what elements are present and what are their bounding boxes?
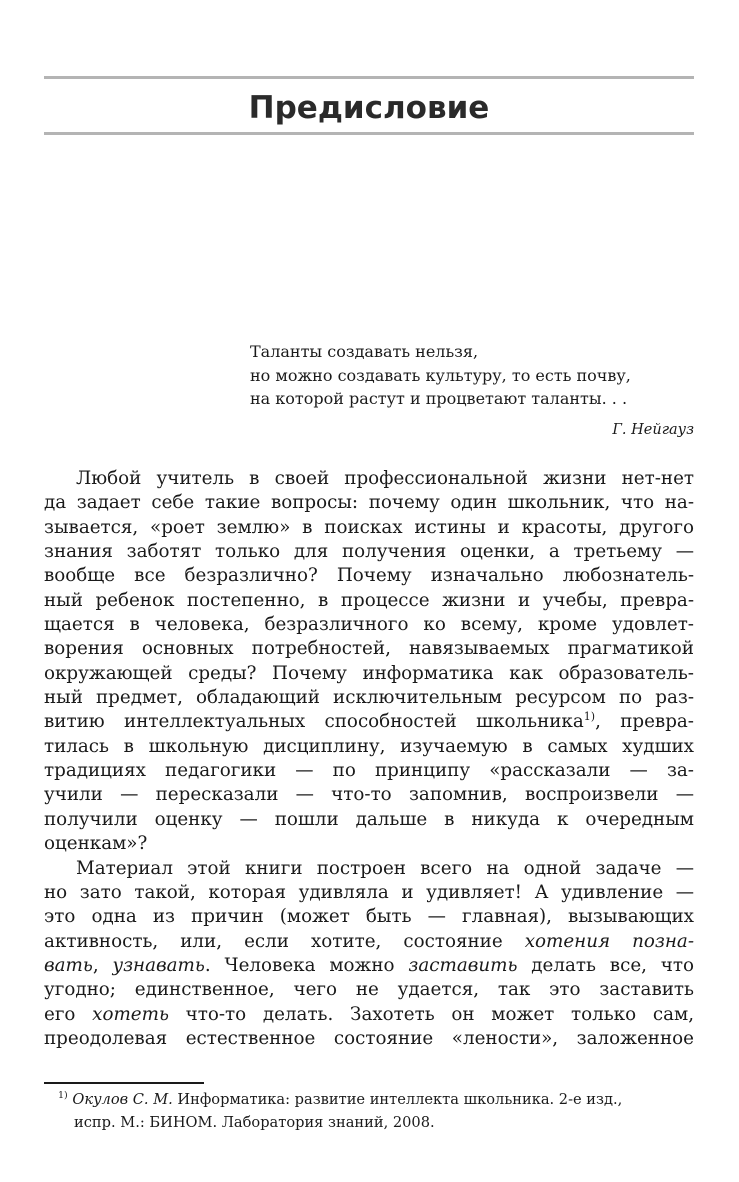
text-line: зывается, «роет землю» в поисках истины и красоты, другого <box>44 516 694 538</box>
text-line: вообще все безразлично? Почему изначально любознатель- <box>44 565 694 587</box>
header-rule-top <box>44 76 694 79</box>
epigraph-author: Г. Нейгауз <box>612 422 694 438</box>
text-line: да задает себе такие вопросы: почему один школьник, что на- <box>44 492 694 514</box>
text-line: тилась в школьную дисциплину, изучаемую в самых худших <box>44 735 694 757</box>
text-line <box>44 930 694 954</box>
header-rule-bottom <box>44 132 694 135</box>
epigraph-line: на которой растут и процветают таланты. . . <box>250 389 628 408</box>
text-line: учили — пересказали — что-то запомнив, воспроизвели — <box>44 784 694 806</box>
footnote-reference: 1) <box>583 710 596 724</box>
text-segment: , <box>92 954 113 976</box>
footnote-line <box>44 1088 694 1111</box>
text-segment: , превра- <box>595 711 694 733</box>
main-text <box>44 467 694 1051</box>
footnote-marker: 1) <box>58 1090 68 1101</box>
text-segment: витию интеллектуальных способностей школьника <box>44 711 584 733</box>
text-line: ный ребенок постепенно, в процессе жизни и учебы, превра- <box>44 589 694 611</box>
text-segment: его <box>44 1003 93 1025</box>
text-line: щается в человека, безразличного ко всему, кроме удовлет- <box>44 614 694 636</box>
emphasis-text: узнавать <box>112 954 205 976</box>
footnote <box>44 1088 694 1134</box>
text-segment: делать все, что <box>517 954 694 976</box>
epigraph-line: Таланты создавать нельзя, <box>250 342 479 361</box>
text-line: знания заботят только для получения оценки, а третьему — <box>44 541 694 563</box>
text-line: преодолевая естественное состояние «лености», заложенное <box>44 1027 694 1049</box>
text-segment: . Человека можно <box>204 954 409 976</box>
footnote-text: Информатика: развитие интеллекта школьника. 2-е изд., <box>172 1091 623 1108</box>
text-segment: что-то делать. Захотеть он может только сам, <box>168 1003 695 1025</box>
epigraph-line: но можно создавать культуру, то есть почву, <box>250 365 631 385</box>
text-line: угодно; единственное, чего не удается, так это заставить <box>44 979 694 1001</box>
emphasis-text: вать <box>44 954 93 976</box>
epigraph <box>250 340 694 411</box>
text-line: оценкам»? <box>44 833 148 855</box>
text-line: Любой учитель в своей профессиональной жизни нет-нет <box>76 468 694 489</box>
footnote-line: испр. М.: БИНОМ. Лаборатория знаний, 2008. <box>74 1114 435 1131</box>
text-line: окружающей среды? Почему информатика как образователь- <box>44 662 694 684</box>
text-line: получили оценку — пошли дальше в никуда к очередным <box>44 808 694 830</box>
page-title: Предисловие <box>248 90 490 126</box>
emphasis-text: хотеть <box>92 1003 169 1025</box>
text-segment: активность, или, если хотите, состояние <box>44 930 525 952</box>
emphasis-text: хотения позна- <box>524 930 694 952</box>
footnote-rule <box>44 1082 204 1084</box>
text-line: ворения основных потребностей, навязываемых прагматикой <box>44 638 694 660</box>
text-line: это одна из причин (может быть — главная), вызывающих <box>44 906 694 928</box>
emphasis-text: заставить <box>408 954 518 976</box>
text-line <box>44 710 694 734</box>
footnote-author: Окулов С. М. <box>72 1091 173 1108</box>
text-line: Материал этой книги построен всего на одной задаче — <box>76 857 694 879</box>
text-line: традициях педагогики — по принципу «рассказали — за- <box>44 760 694 782</box>
text-line: но зато такой, которая удивляла и удивляет! А удивление — <box>44 881 694 903</box>
text-line <box>44 1003 694 1027</box>
text-line <box>44 954 694 978</box>
text-line: ный предмет, обладающий исключительным ресурсом по раз- <box>44 687 694 709</box>
